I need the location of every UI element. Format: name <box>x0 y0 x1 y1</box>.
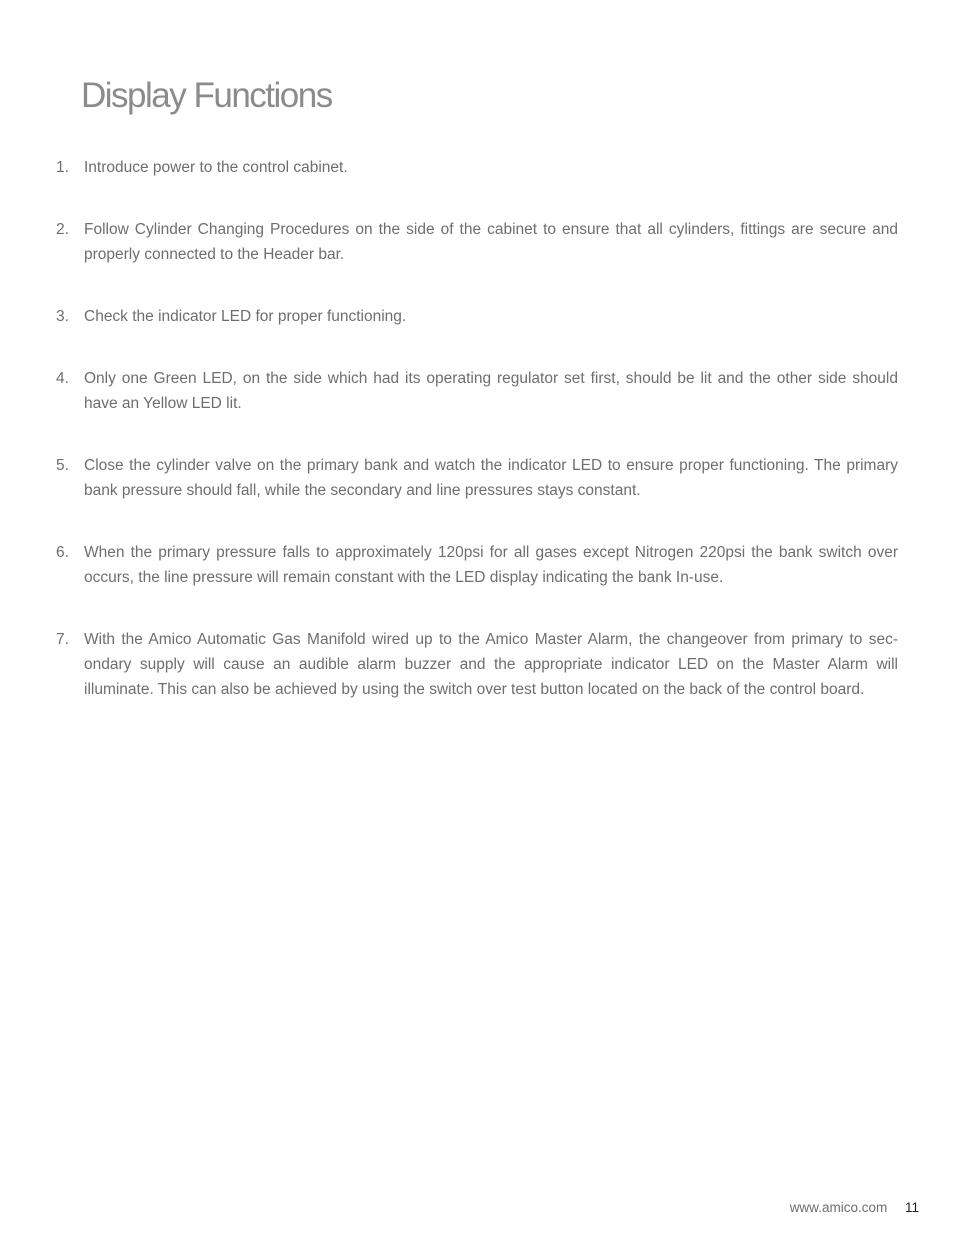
step-number: 5. <box>56 457 69 474</box>
step-text: Close the cylinder valve on the primary bank and watch the indicator LED to ensure proper functioning. The primary bank pressure should fall, while the secondary and line pressures stays constant. <box>84 457 898 499</box>
step-text: When the primary pressure falls to approximately 120psi for all gases except Nitrogen 220psi the bank switch over occurs, the line pressure will remain constant with the LED display indicating the bank In-use. <box>84 544 898 586</box>
list-item <box>0 453 954 503</box>
step-text: Introduce power to the control cabinet. <box>84 159 348 176</box>
page-title: Display Functions <box>81 76 332 115</box>
step-text: Only one Green LED, on the side which had its operating regulator set first, should be lit and the other side should have an Yellow LED lit. <box>84 370 898 412</box>
step-number: 2. <box>56 221 69 238</box>
step-text: Follow Cylinder Changing Procedures on the side of the cabinet to ensure that all cylinders, fittings are secure and properly connected to the Header bar. <box>84 221 898 263</box>
step-number: 3. <box>56 308 69 325</box>
step-text: With the Amico Automatic Gas Manifold wired up to the Amico Master Alarm, the changeover from primary to sec-ondary supply will cause an audible alarm buzzer and the appropriate indicator LED on the Master Alarm will illuminate. This can also be achieved by using the switch over test button located on the back of the control board. <box>84 631 898 698</box>
list-item <box>0 155 954 180</box>
list-item <box>0 627 954 702</box>
list-item <box>0 217 954 267</box>
step-number: 7. <box>56 631 69 648</box>
step-text: Check the indicator LED for proper functioning. <box>84 308 407 325</box>
page-number: 11 <box>904 1200 919 1215</box>
list-item <box>0 304 954 329</box>
list-item <box>0 540 954 590</box>
step-number: 4. <box>56 370 69 387</box>
steps-list <box>0 155 954 739</box>
footer-url[interactable]: www.amico.com <box>789 1200 888 1215</box>
list-item <box>0 366 954 416</box>
step-number: 6. <box>56 544 69 561</box>
step-number: 1. <box>56 159 69 176</box>
page-footer <box>790 1200 919 1215</box>
